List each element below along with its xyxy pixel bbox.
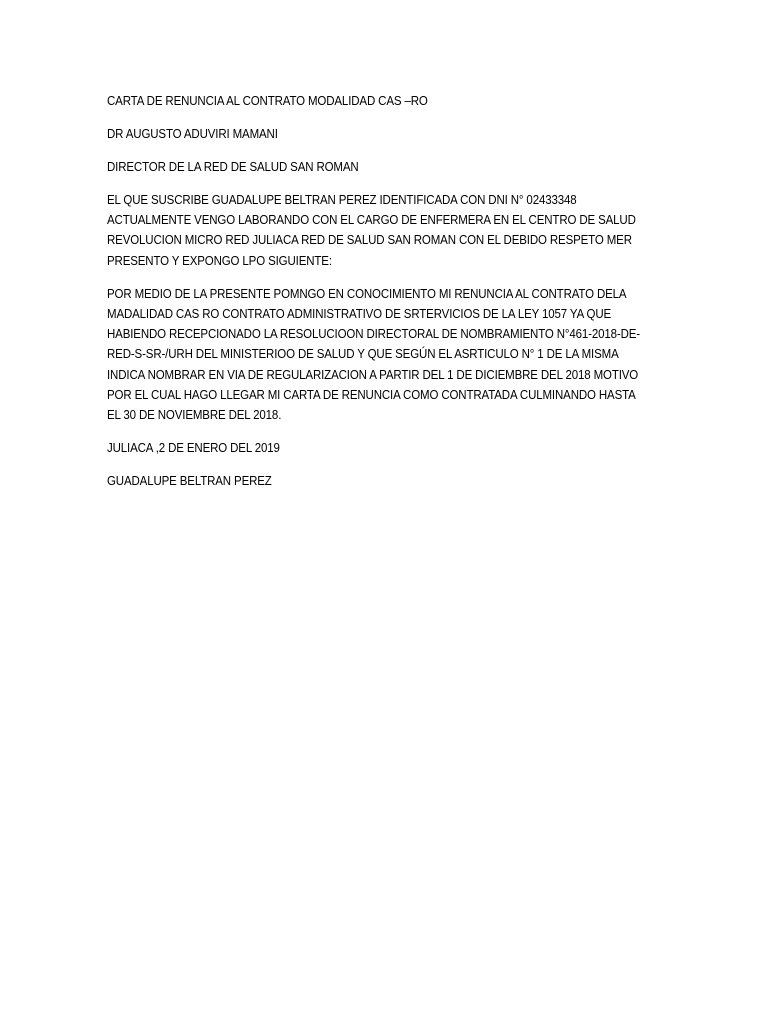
paragraph-line: ACTUALMENTE VENGO LABORANDO CON EL CARGO DE ENFERMERA EN EL CENTRO DE SALUD bbox=[107, 213, 636, 228]
paragraph-line: EL 30 DE NOVIEMBRE DEL 2018. bbox=[107, 408, 282, 423]
paragraph-line: RED-S-SR-/URH DEL MINISTERIOO DE SALUD Y QUE SEGÚN EL ASRTICULO N° 1 DE LA MISMA bbox=[107, 347, 619, 362]
intro-paragraph bbox=[107, 190, 662, 271]
paragraph-line: REVOLUCION MICRO RED JULIACA RED DE SALUD SAN ROMAN CON EL DEBIDO RESPETO MER bbox=[107, 233, 632, 248]
paragraph-line: POR EL CUAL HAGO LLEGAR MI CARTA DE RENUNCIA COMO CONTRATADA CULMINANDO HASTA bbox=[107, 387, 636, 402]
paragraph-line: EL QUE SUSCRIBE GUADALUPE BELTRAN PEREZ IDENTIFICADA CON DNI N° 02433348 bbox=[107, 193, 577, 207]
paragraph-line: POR MEDIO DE LA PRESENTE POMNGO EN CONOCIMIENTO MI RENUNCIA AL CONTRATO DELA bbox=[107, 286, 627, 301]
body-paragraph bbox=[107, 284, 662, 425]
letter-title: CARTA DE RENUNCIA AL CONTRATO MODALIDAD CAS –RO bbox=[107, 94, 428, 108]
recipient-position: DIRECTOR DE LA RED DE SALUD SAN ROMAN bbox=[107, 160, 359, 174]
document-body bbox=[107, 91, 662, 504]
paragraph-line: MADALIDAD CAS RO CONTRATO ADMINISTRATIVO DE SRTERVICIOS DE LA LEY 1057 YA QUE bbox=[107, 307, 612, 322]
paragraph-line: PRESENTO Y EXPONGO LPO SIGUIENTE: bbox=[107, 253, 332, 268]
signature-name: GUADALUPE BELTRAN PEREZ bbox=[107, 474, 272, 489]
paragraph-line: INDICA NOMBRAR EN VIA DE REGULARIZACION A PARTIR DEL 1 DE DICIEMBRE DEL 2018 MOTIVO bbox=[107, 367, 639, 382]
place-date: JULIACA ,2 DE ENERO DEL 2019 bbox=[107, 441, 280, 456]
recipient-name: DR AUGUSTO ADUVIRI MAMANI bbox=[107, 127, 278, 141]
paragraph-line: HABIENDO RECEPCIONADO LA RESOLUCIOON DIRECTORAL DE NOMBRAMIENTO N°461-2018-DE- bbox=[107, 327, 640, 342]
